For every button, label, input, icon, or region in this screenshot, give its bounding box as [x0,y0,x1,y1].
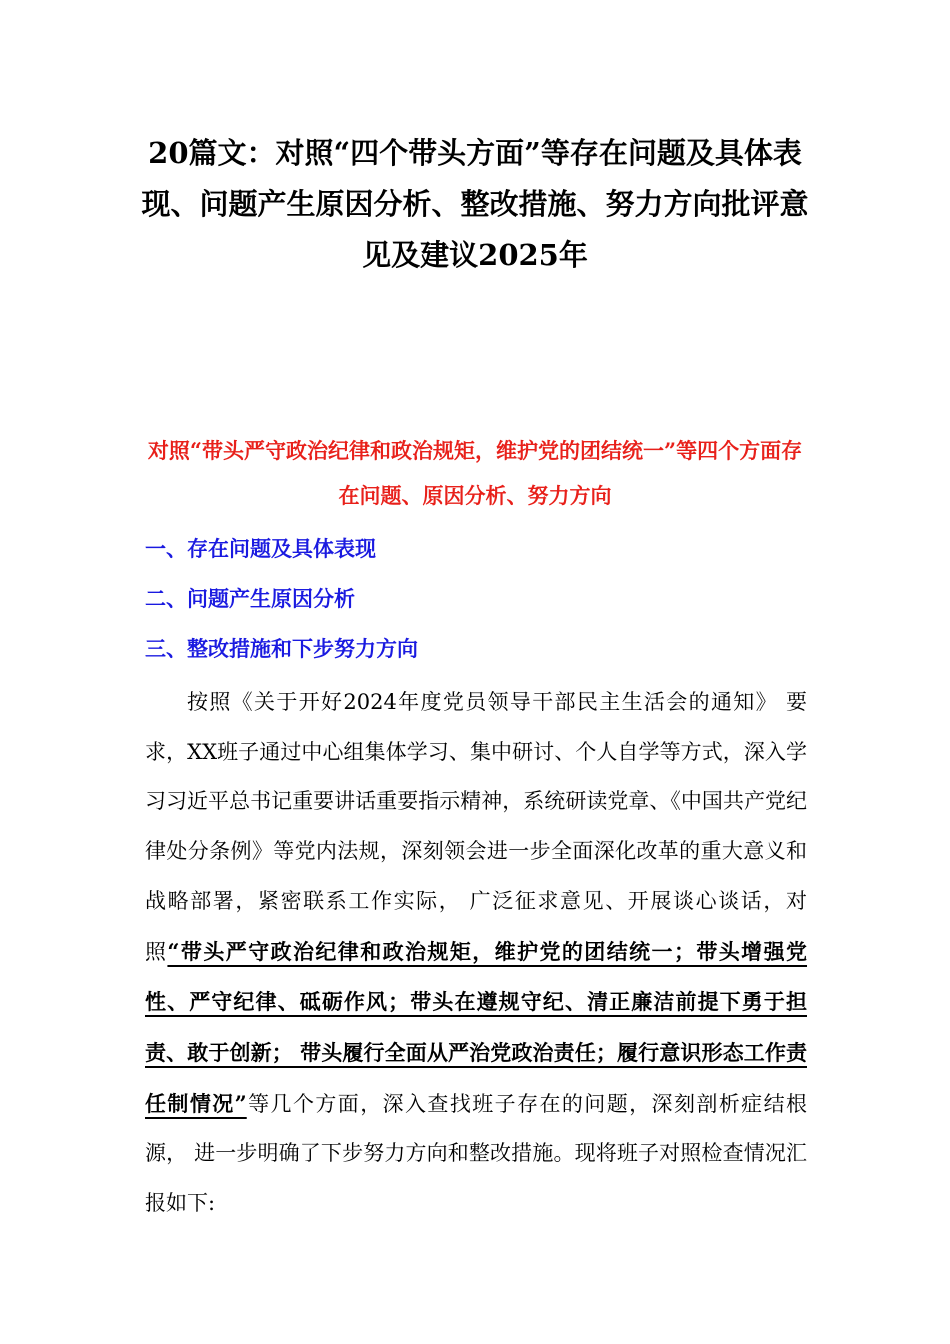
outline-item-problems: 一、存在问题及具体表现 [145,536,376,561]
outline-item-causes: 二、问题产生原因分析 [145,586,355,611]
outline-list [145,530,418,680]
paragraph-text-after: 等几个方面，深入查找班子存在的问题，深刻剖析症结根源， 进一步明确了下步努力方向和整改措施。现将班子对照检查情况汇报如下: [145,1091,807,1216]
document-title: 20篇文：对照“四个带头方面”等存在问题及具体表现、问题产生原因分析、整改措施、努力方向批评意见及建议2025年 [141,136,809,272]
paragraph-text-before: 按照《关于开好2024年度党员领导干部民主生活会的通知》 要求，XX班子通过中心组集体学习、集中研讨、个人自学等方式，深入学习习近平总书记重要讲话重要指示精神，系统研读党章、《中国共产党纪律处分条例》等党内法规，深刻领会进一步全面深化改革的重大意义和战略部署，紧密联系工作实际， 广泛征求意见、开展谈心谈话，对照 [145,690,807,964]
outline-item-measures: 三、整改措施和下步努力方向 [145,636,418,661]
intro-paragraph [145,678,807,1229]
paragraph-emphasis: “带头严守政治纪律和政治规矩，维护党的团结统一；带头增强党性、严守纪律、砥砺作风；带头在遵规守纪、清正廉洁前提下勇于担责、敢于创新； 带头履行全面从严治党政治责任；履行意识形态工作责任制情况” [145,938,808,1116]
section-heading: 对照“带头严守政治纪律和政治规矩，维护党的团结统一”等四个方面存在问题、原因分析、努力方向 [147,438,803,508]
